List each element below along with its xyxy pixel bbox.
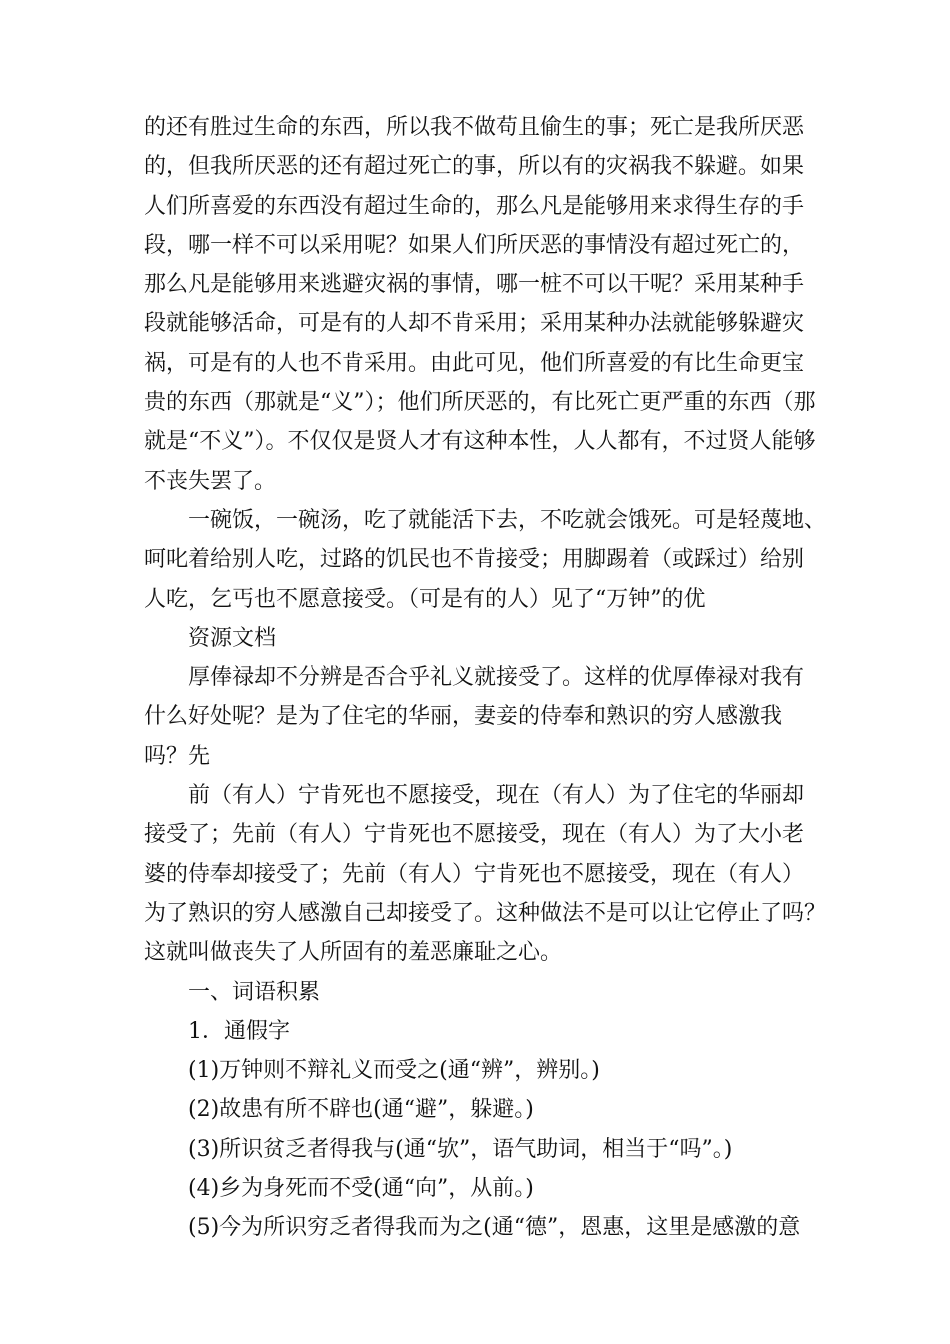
text-line: 段就能够活命，可是有的人却不肯采用；采用某种办法就能够躲避灾 [144, 311, 805, 337]
document-page [144, 108, 827, 1248]
text-line: 厚俸禄却不分辨是否合乎礼义就接受了。这样的优厚俸禄对我有 [188, 665, 805, 691]
list [144, 1051, 824, 1247]
text-line: 什么好处呢？是为了住宅的华丽，妻妾的侍奉和熟识的穷人感激我 [144, 704, 783, 730]
text-line: 就是“不义”）。不仅仅是贤人才有这种本性，人人都有，不过贤人能够 [144, 429, 816, 455]
text-line: 段，哪一样不可以采用呢？如果人们所厌恶的事情没有超过死亡的， [144, 232, 805, 258]
paragraph-1 [144, 108, 824, 501]
text-line: 这就叫做丧失了人所固有的羞恶廉耻之心。 [144, 940, 563, 966]
text-line: 不丧失罢了。 [144, 468, 277, 494]
subsection-heading: 1．通假字 [188, 1018, 290, 1044]
section-heading: 一、词语积累 [188, 979, 321, 1005]
text-line: 接受了；先前（有人）宁肯死也不愿接受，现在（有人）为了大小老 [144, 822, 805, 848]
list-item: (2)故患有所不辟也(通“避”，躲避。) [188, 1097, 534, 1123]
text-line: 贵的东西（那就是“义”）；他们所厌恶的，有比死亡更严重的东西（那 [144, 390, 816, 416]
list-item: (1)万钟则不辩礼义而受之(通“辨”，辨别。) [188, 1058, 600, 1084]
text-line: 人们所喜爱的东西没有超过生命的，那么凡是能够用来求得生存的手 [144, 193, 805, 219]
text-line: 那么凡是能够用来逃避灾祸的事情，哪一桩不可以干呢？采用某种手 [144, 272, 805, 298]
list-item: (3)所识贫乏者得我与(通“欤”，语气助词，相当于“吗”。) [188, 1136, 733, 1162]
text-line: 的，但我所厌恶的还有超过死亡的事，所以有的灾祸我不躲避。如果 [144, 154, 805, 180]
text-line: 前（有人）宁肯死也不愿接受，现在（有人）为了住宅的华丽却 [188, 783, 805, 809]
resource-label: 资源文档 [188, 625, 277, 651]
text-line: 婆的侍奉却接受了；先前（有人）宁肯死也不愿接受，现在（有人） [144, 861, 805, 887]
text-line: 呵叱着给别人吃，过路的饥民也不肯接受；用脚踢着（或踩过）给别 [144, 547, 805, 573]
paragraph-4 [144, 776, 827, 972]
text-line: 祸，可是有的人也不肯采用。由此可见，他们所喜爱的有比生命更宝 [144, 350, 805, 376]
paragraph-2 [144, 501, 827, 619]
text-line: 一碗饭，一碗汤，吃了就能活下去，不吃就会饿死。可是轻蔑地、 [188, 507, 827, 533]
paragraph-3 [144, 658, 824, 776]
text-line: 吗？先 [144, 743, 211, 769]
text-line: 为了熟识的穷人感激自己却接受了。这种做法不是可以让它停止了吗？ [144, 900, 827, 926]
text-line: 人吃，乞丐也不愿意接受。（可是有的人）见了“万钟”的优 [144, 586, 706, 612]
list-item: (5)今为所识穷乏者得我而为之(通“德”，恩惠，这里是感激的意 [188, 1215, 801, 1241]
text-line: 的还有胜过生命的东西，所以我不做苟且偷生的事；死亡是我所厌恶 [144, 115, 805, 140]
list-item: (4)乡为身死而不受(通“向”，从前。) [188, 1176, 534, 1202]
